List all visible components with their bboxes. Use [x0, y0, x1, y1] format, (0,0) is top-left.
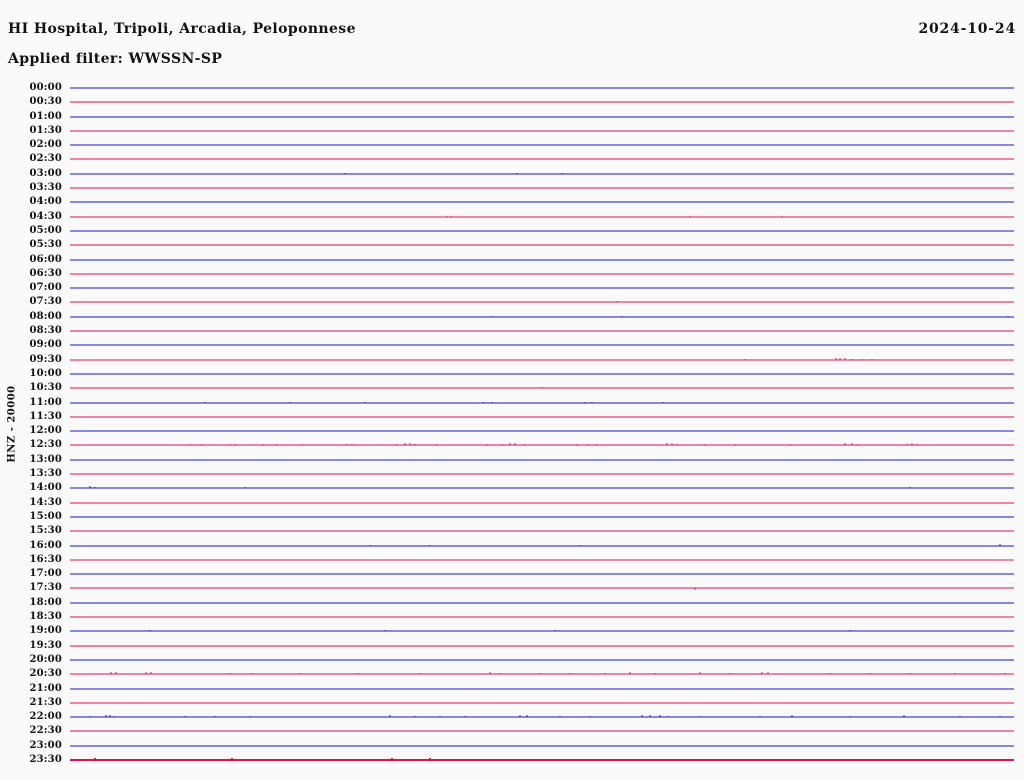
time-label: 13:30: [29, 468, 62, 479]
trace-row: [70, 486, 1014, 488]
time-label: 11:00: [29, 397, 62, 408]
time-label: 06:30: [29, 268, 62, 279]
time-label: 14:30: [29, 497, 62, 508]
channel-scale-label: HNZ - 20000: [6, 385, 18, 463]
trace-row: [70, 630, 1014, 631]
time-label: 16:30: [29, 554, 62, 565]
time-label: 19:30: [29, 640, 62, 651]
time-label: 15:00: [29, 511, 62, 522]
trace-row: [70, 402, 1014, 403]
time-label: 01:00: [29, 111, 62, 122]
trace-row: [70, 758, 1014, 760]
time-label: 05:00: [29, 225, 62, 236]
trace-row: [70, 387, 1014, 388]
time-label: 15:30: [29, 525, 62, 536]
time-label: 21:30: [29, 697, 62, 708]
time-label: 07:30: [29, 296, 62, 307]
filter-label: Applied filter: WWSSN-SP: [8, 51, 223, 67]
trace-row: [70, 588, 1014, 590]
time-label: 07:00: [29, 282, 62, 293]
time-label: 00:30: [29, 96, 62, 107]
time-label: 21:00: [29, 683, 62, 694]
trace-row: [70, 216, 1014, 217]
time-label: 13:00: [29, 454, 62, 465]
time-label: 20:30: [29, 668, 62, 679]
time-label: 06:00: [29, 254, 62, 265]
time-label: 11:30: [29, 411, 62, 422]
time-label: 05:30: [29, 239, 62, 250]
time-label: 20:00: [29, 654, 62, 665]
trace-row: [70, 316, 1014, 317]
time-label: 03:30: [29, 182, 62, 193]
time-label: 10:00: [29, 368, 62, 379]
trace-row: [70, 544, 1014, 546]
trace-row: [70, 301, 1014, 302]
trace-row: [70, 173, 1014, 174]
station-title: HI Hospital, Tripoli, Arcadia, Peloponnese: [8, 21, 356, 37]
trace-row: [70, 358, 1014, 360]
trace-row: [70, 672, 1014, 674]
time-label: 01:30: [29, 125, 62, 136]
date-label: 2024-10-24: [918, 21, 1016, 37]
time-label: 08:00: [29, 311, 62, 322]
time-label: 12:00: [29, 425, 62, 436]
time-label: 10:30: [29, 382, 62, 393]
time-label: 23:00: [29, 740, 62, 751]
time-label: 17:30: [29, 582, 62, 593]
time-label: 22:00: [29, 711, 62, 722]
time-label: 04:30: [29, 211, 62, 222]
time-label: 02:30: [29, 153, 62, 164]
time-label: 23:30: [29, 754, 62, 765]
time-label: 17:00: [29, 568, 62, 579]
time-label: 22:30: [29, 725, 62, 736]
time-label: 02:00: [29, 139, 62, 150]
time-label: 00:00: [29, 82, 62, 93]
time-label: 19:00: [29, 625, 62, 636]
time-label: 14:00: [29, 482, 62, 493]
time-label: 09:30: [29, 354, 62, 365]
trace-row: [70, 715, 1014, 717]
time-label: 18:30: [29, 611, 62, 622]
trace-row: [70, 443, 1014, 445]
time-label: 03:00: [29, 168, 62, 179]
time-label: 04:00: [29, 196, 62, 207]
time-label: 12:30: [29, 439, 62, 450]
time-label: 16:00: [29, 540, 62, 551]
time-label: 09:00: [29, 339, 62, 350]
time-label: 18:00: [29, 597, 62, 608]
time-label: 08:30: [29, 325, 62, 336]
